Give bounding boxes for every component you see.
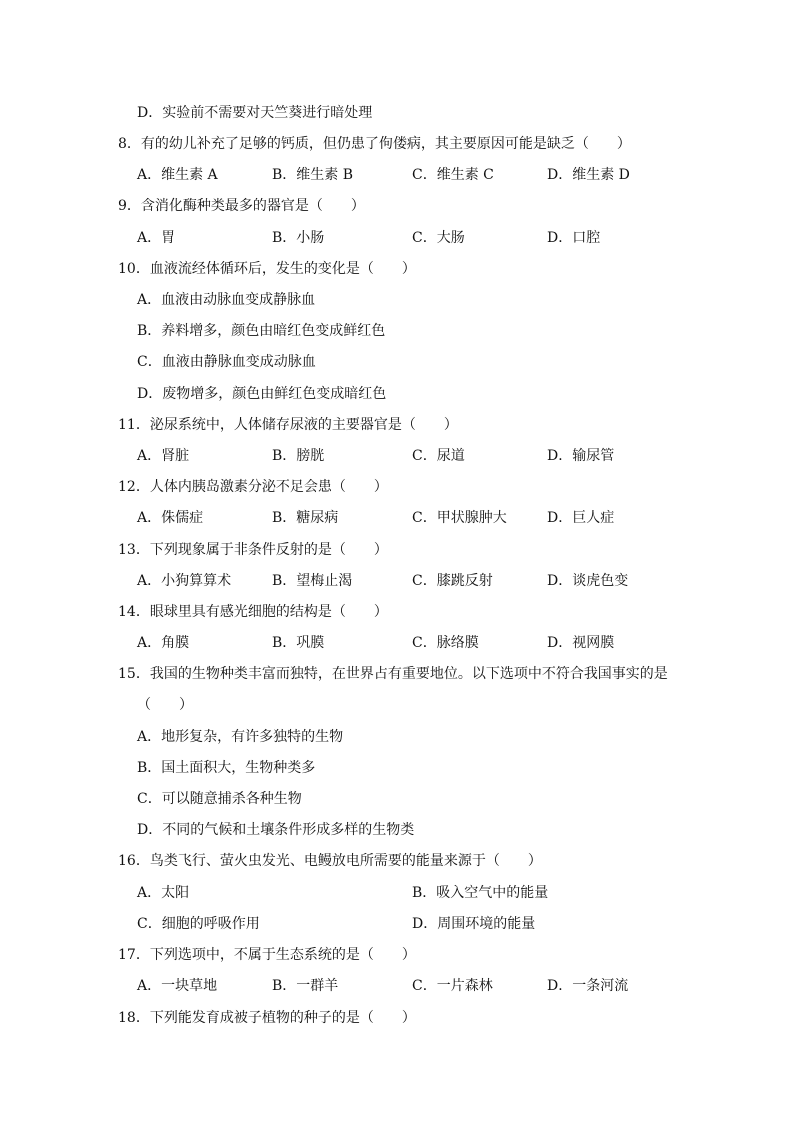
question-18: 18．下列能发育成被子植物的种子的是（ ）	[118, 1010, 416, 1026]
q11-option-b: B．膀胱	[272, 448, 325, 464]
q8-option-c: C．维生素 C	[412, 167, 494, 183]
question-12: 12．人体内胰岛激素分泌不足会患（ ）	[118, 479, 388, 495]
q15-option-c: C．可以随意捕杀各种生物	[137, 791, 302, 807]
q11-option-a: A．肾脏	[137, 448, 190, 464]
q14-options	[0, 633, 794, 653]
q16-option-b: B．吸入空气中的能量	[412, 885, 549, 901]
q16-option-c: C．细胞的呼吸作用	[137, 916, 260, 932]
q10-option-b: B．养料增多，颜色由暗红色变成鲜红色	[137, 323, 386, 339]
question-14: 14．眼球里具有感光细胞的结构是（ ）	[118, 604, 388, 620]
q17-option-c: C．一片森林	[412, 978, 493, 994]
q7-option-d: D．实验前不需要对天竺葵进行暗处理	[137, 105, 373, 121]
q17-option-a: A．一块草地	[137, 978, 218, 994]
question-15: 15．我国的生物种类丰富而独特，在世界占有重要地位。以下选项中不符合我国事实的是	[118, 666, 668, 682]
q8-option-a: A．维生素 A	[137, 167, 218, 183]
question-16: 16．鸟类飞行、萤火虫发光、电鳗放电所需要的能量来源于（ ）	[118, 853, 542, 869]
q10-option-c: C．血液由静脉血变成动脉血	[137, 354, 316, 370]
q14-option-d: D．视网膜	[547, 635, 615, 651]
question-11: 11．泌尿系统中，人体储存尿液的主要器官是（ ）	[118, 417, 458, 433]
q11-option-c: C．尿道	[412, 448, 465, 464]
q8-option-b: B．维生素 B	[272, 167, 354, 183]
question-17: 17．下列选项中，不属于生态系统的是（ ）	[118, 947, 416, 963]
q16-option-d: D．周围环境的能量	[412, 916, 536, 932]
q17-options	[0, 976, 794, 996]
q10-option-a: A．血液由动脉血变成静脉血	[137, 292, 316, 308]
q17-option-b: B．一群羊	[272, 978, 339, 994]
q12-options	[0, 508, 794, 528]
q14-option-a: A．角膜	[137, 635, 190, 651]
q8-options	[0, 165, 794, 185]
q11-option-d: D．输尿管	[547, 448, 615, 464]
q16-option-a: A．太阳	[137, 885, 190, 901]
question-10: 10．血液流经体循环后，发生的变化是（ ）	[118, 261, 416, 277]
q15-option-b: B．国土面积大，生物种类多	[137, 760, 316, 776]
q9-option-a: A．胃	[137, 230, 176, 246]
q14-option-b: B．巩膜	[272, 635, 325, 651]
q15-option-a: A．地形复杂，有许多独特的生物	[137, 729, 344, 745]
q9-option-b: B．小肠	[272, 230, 325, 246]
q13-option-d: D．谈虎色变	[547, 573, 629, 589]
q13-option-b: B．望梅止渴	[272, 573, 353, 589]
q9-option-c: C．大肠	[412, 230, 465, 246]
q9-option-d: D．口腔	[547, 230, 601, 246]
q13-option-c: C．膝跳反射	[412, 573, 493, 589]
q12-option-b: B．糖尿病	[272, 510, 339, 526]
question-15-continuation: （ ）	[137, 697, 193, 713]
q12-option-a: A．侏儒症	[137, 510, 204, 526]
q10-option-d: D．废物增多，颜色由鲜红色变成暗红色	[137, 386, 387, 402]
q12-option-c: C．甲状腺肿大	[412, 510, 507, 526]
q9-options	[0, 228, 794, 248]
q11-options	[0, 446, 794, 466]
question-8: 8．有的幼儿补充了足够的钙质，但仍患了佝偻病，其主要原因可能是缺乏（ ）	[118, 136, 631, 152]
question-9: 9．含消化酶种类最多的器官是（ ）	[118, 198, 365, 214]
question-13: 13．下列现象属于非条件反射的是（ ）	[118, 542, 388, 558]
q13-options	[0, 571, 794, 591]
q14-option-c: C．脉络膜	[412, 635, 479, 651]
q8-option-d: D．维生素 D	[547, 167, 630, 183]
q15-option-d: D．不同的气候和土壤条件形成多样的生物类	[137, 822, 415, 838]
q17-option-d: D．一条河流	[547, 978, 629, 994]
q12-option-d: D．巨人症	[547, 510, 615, 526]
q16-options-row-2	[0, 914, 794, 934]
q13-option-a: A．小狗算算术	[137, 573, 232, 589]
q16-options-row-1	[0, 883, 794, 903]
